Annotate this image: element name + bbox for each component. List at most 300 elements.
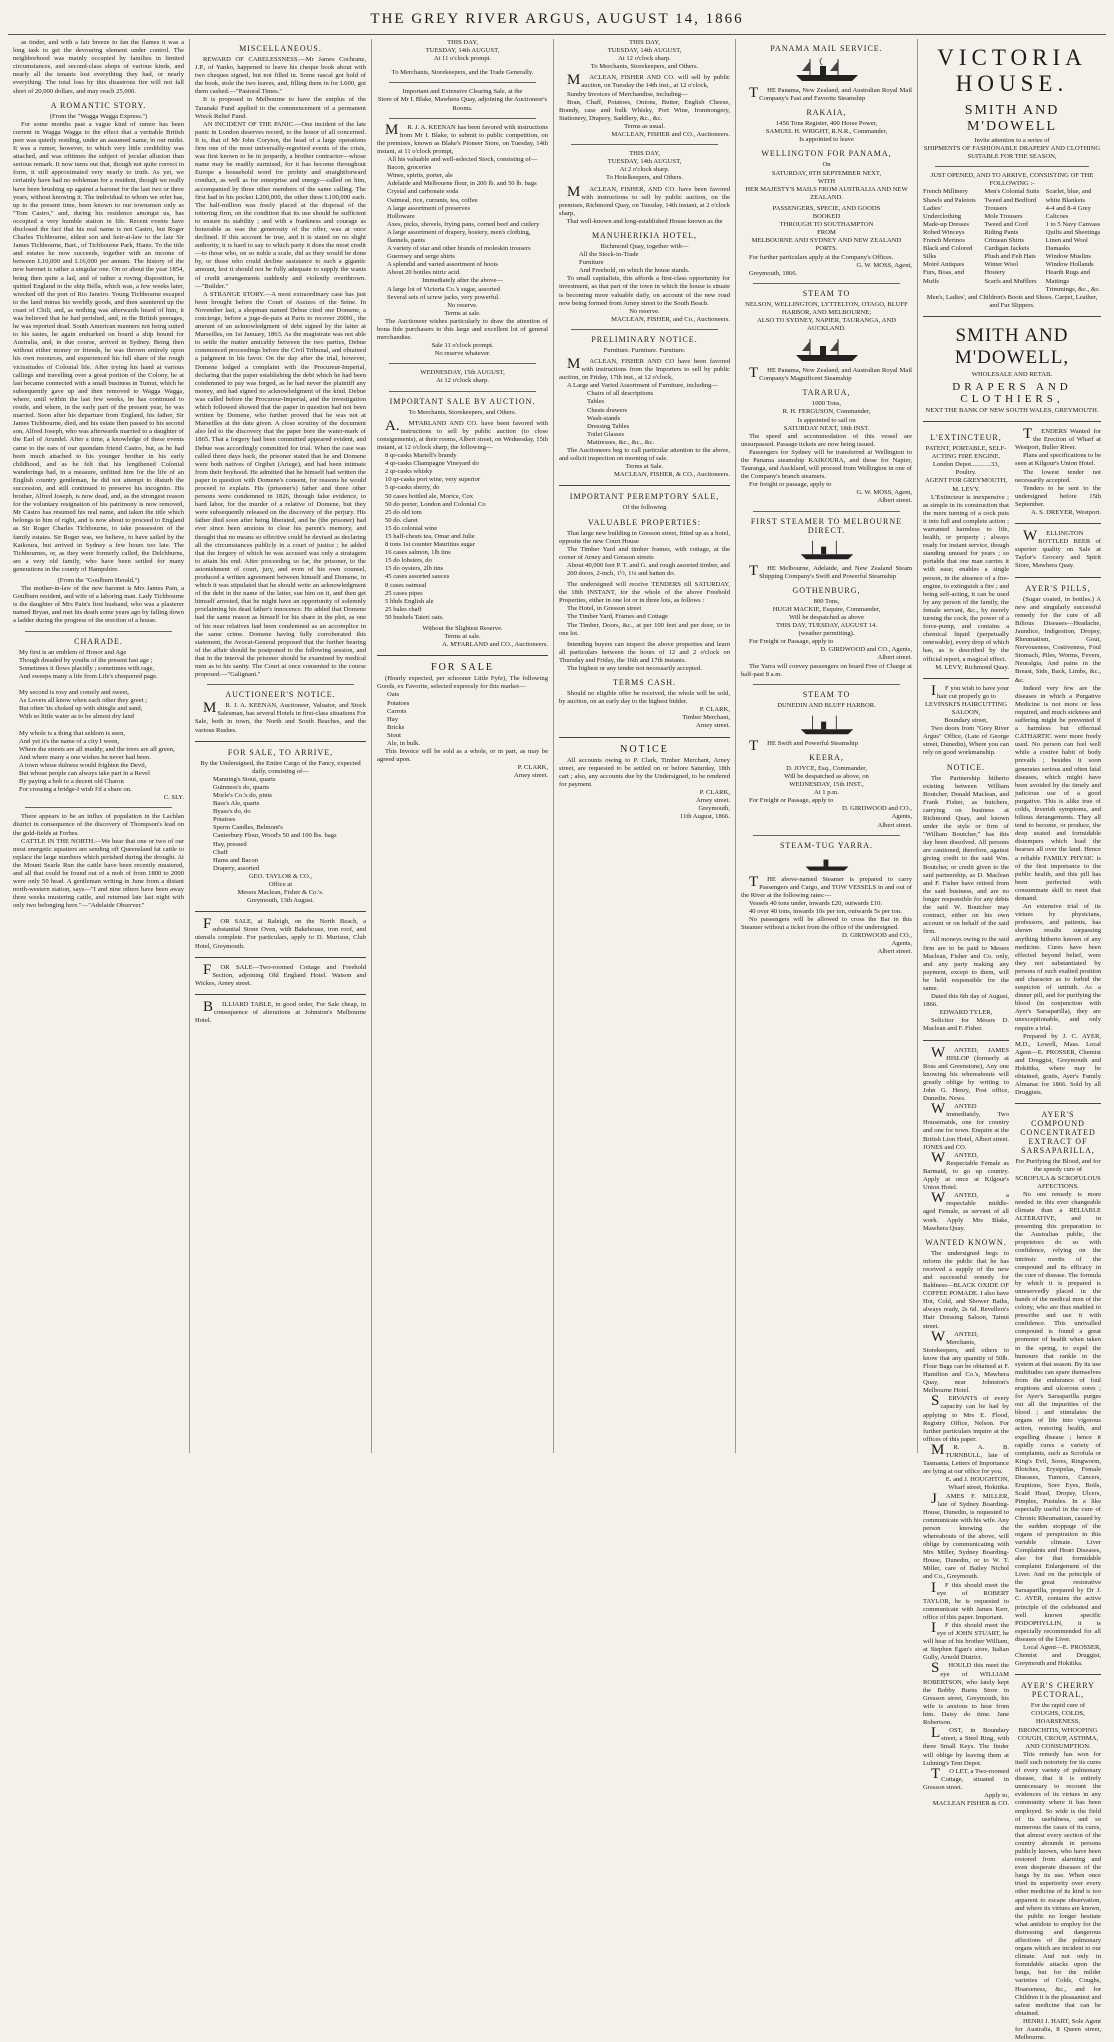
ad-title: STEAM-TUG YARRA. <box>779 840 874 850</box>
wanted-ad: WANTED, a respectable middle-aged Female, as servant of all work. Apply Mrs Blake, Mawhera Quay. <box>923 1190 1009 1232</box>
list-item: French Merinos <box>923 237 965 245</box>
ad-signature: A. M'FARLAND and CO., Auctioneers. <box>442 641 548 649</box>
signature-line: Arney street. <box>695 797 730 805</box>
ad-title: FOR SALE, TO ARRIVE, <box>227 747 334 757</box>
poem-line: My whole is a thing that seldom is seen, <box>19 729 126 737</box>
poem-line: My first is an emblem of Honor and Age <box>19 648 127 656</box>
ad-line: Is appointed to leave <box>799 136 854 144</box>
charade-signature: C. SLY. <box>163 794 184 802</box>
list-item: Hams and Bacon <box>213 856 259 864</box>
signature-line: GEO. TAYLOR & CO., <box>248 872 313 880</box>
ad-line: Without the Slightest Reserve. <box>422 625 503 632</box>
article-source: (From the "Wagga Wagga Express.") <box>49 112 148 120</box>
article-source: (From the "Goulburn Herald.") <box>57 577 140 584</box>
ad-line: Dated this 6th day of August, 1866. <box>923 993 1009 1009</box>
article-romantic-story <box>13 121 184 574</box>
ad-line: (weather permitting). <box>798 630 855 638</box>
poem-line: By paying a bob to a decent old Charon <box>19 778 124 786</box>
divider <box>195 957 366 958</box>
ad-body: Plans and specifications to be seen at Kilgour's Union Hotel. <box>1015 452 1102 468</box>
ad-line: 1000 Tons, <box>811 400 842 408</box>
list-item: Hay, pressed <box>213 840 247 848</box>
list-item: Robed Winceys <box>923 228 965 236</box>
poem-line: As Lovers all know when each other they greet ; <box>19 697 147 705</box>
divider <box>753 684 900 685</box>
divider <box>923 421 1101 422</box>
list-item: 25 bales chaff <box>385 605 422 613</box>
ad-signature: MACLEAN, FISHER, and Co., Auctioneers. <box>611 315 730 323</box>
list-item: Oatmeal, rice, currants, tea, coffee <box>387 196 478 204</box>
sale-list <box>559 251 730 275</box>
ad-body: FOR SALE, at Raleigh, on the North Beach, a substantial Stone Oven, with Bakehouse, iron roof, and utensils complete. For particulars, apply to D. Murison, Club Hotel, Greymouth. <box>195 916 366 950</box>
list-item: Made-up Dresses <box>923 220 969 228</box>
list-item: Furs, Boas, and Muffs <box>923 269 965 285</box>
tenders-and-ayer-ads <box>1015 428 1101 2042</box>
poem-line <box>13 681 184 689</box>
list-item: Axes, picks, shovels, frying pans, corned beef and cutlery <box>387 220 540 228</box>
date-line: TUESDAY, 14th AUGUST, <box>607 47 682 55</box>
list-item: 15 half-chests tea, Omar and Julie <box>385 532 475 540</box>
list-item: Window Muslins <box>1045 253 1092 261</box>
list-item: Byass's do, do <box>213 808 251 816</box>
ad-title: FOR SALE <box>431 662 494 674</box>
ad-line: AGENT FOR GREYMOUTH, <box>924 477 1008 485</box>
ad-signature: A. S. DREYER, Westport. <box>1031 509 1101 516</box>
list-item: Crystal and carbonate soda <box>387 188 459 196</box>
list-item: Tables <box>587 398 605 406</box>
ad-body: THE Panama, New Zealand, and Australian Royal Mail Company's Magnificent Steamship <box>749 365 912 383</box>
ad-line: Of the following <box>622 504 667 512</box>
list-item: Potatoes <box>213 816 236 824</box>
steam-tug-icon <box>741 854 912 872</box>
list-item: 200 doors, 2-inch, 1½, 1¼ and batten do. <box>567 569 676 577</box>
ad-pair <box>923 428 1101 2042</box>
ad-line: For Freight or Passage, apply to <box>749 638 834 646</box>
ad-line: MELBOURNE AND SYDNEY AND NEW ZEALAND PORTS. <box>751 237 902 253</box>
sale-date-header <box>559 39 730 63</box>
ad-line: FROM <box>817 229 836 237</box>
ad-signature: HENRI J. HART, Sole Agent for Australia, 8 Queen street, Melbourne. <box>1015 2017 1101 2042</box>
ad-signature <box>377 764 548 780</box>
list-item: Drapery, assorted <box>213 864 260 872</box>
list-item: 8 cases oatmeal <box>385 581 427 589</box>
poem-line: My second is rosy and comely and sweet, <box>19 689 129 697</box>
list-item: Chaff <box>213 848 228 856</box>
ad-body: The highest or any tender not necessarily accepted. <box>567 665 702 672</box>
list-item: Moiré Antiques <box>923 261 965 269</box>
ad-body: This remedy has won for itself such notoriety for its cures of every variety of pulmonary disease, that it is entirely unnecessary to recount the evidences of its virtues in any community where it has been employed. So wide is the field of its usefulness, and so numerous the cases of its cures, that almost every section of the country abounds in persons publicly known, who have been restored from alarming and even desperate diseases of the lungs by its use. When once tried its superiority over every other medicine of its kind is too apparent to escape observation, and where its virtues are known, the public no longer hesitate what antidote to employ for the distressing and dangerous affections of the pulmonary organs which are incident to our climate. And not only in formidable attacks upon the lungs, but for the milder varieties of Colds, Coughs, Hoarseness, &c., and for Children it is the pleasantest and safest medicine that can be obtained. <box>1015 1750 1101 2017</box>
article-paragraph: CATTLE IN THE NORTH.—We hear that one or two of our most energetic squatters are sending off Queensland fat cattle to replace the large numbers which perished during the drought. At the Mount Searle Run the cattle have been recently mustered, and all that could be found out of a mob of from 1800 to 2000 were only 50 head. A gentleman writing in June from a distant north-western station, says—"I and nine others have been away three weeks mustering cattle, and returned late last night with only two belonging here."—"Adelaide Observer." <box>13 837 184 910</box>
ad-line: No reserve. <box>629 307 660 315</box>
ad-line: D. JOYCE, Esq., Commander, <box>786 764 867 772</box>
ad-signature <box>741 805 912 829</box>
list-item: Scarfs and Mufflers <box>984 277 1037 285</box>
charade-poem <box>13 649 184 795</box>
list-item: 50 bushels Taieri oats. <box>385 613 444 621</box>
goods-col-ladies <box>923 188 978 293</box>
ad-line: Will be despatched as above <box>789 613 864 621</box>
signature-line: D. GIRDWOOD and CO., <box>842 932 912 940</box>
ad-body: To small capitalists, this affords a first-class opportunity for investment, as that part of the town in which the house is situate is becoming more valuable daily, on account of the new road now being formed from Arney street to the South Beach. <box>559 275 730 307</box>
ad-line: SATURDAY NEXT, 18th INST. <box>783 424 870 432</box>
poem-line: And sweeps many a life from Life's chequered page. <box>19 672 158 680</box>
ad-body: A.M'FARLAND AND CO. have been favored with instructions to sell by public auction (to close consignments), at their rooms, Albert street, on Wednesday, 15th instant, at 12 o'clock sharp, the following— <box>377 417 548 451</box>
ad-line: SCROFULA & SCROFULOUS AFFECTIONS. <box>1015 1174 1101 1190</box>
ad-body: An extensive trial of its virtues by physicians, professors, and patients, has shown results surpassing anything hitherto known of any medicine. Cures have been effected beyond belief, were they not substantiated by persons of such exalted position and character as to forbid the suspicion of untruth. As a dinner pill, and for purifying the blood (in conjunction with Ayer's Sarsaparilla), they are unexceptionable, and only require a trial. <box>1015 903 1101 1032</box>
list-item: Hearth Rugs and Mattings <box>1045 269 1090 285</box>
divider <box>923 678 1009 679</box>
list-item: The Timber Yard, Frames and Cottage <box>567 613 668 621</box>
ad-title: IMPORTANT SALE BY AUCTION. <box>389 396 536 406</box>
signature-line: Arney street. <box>513 772 548 780</box>
tow-rates <box>741 900 912 916</box>
ad-line: SHIPMENTS OF FASHIONABLE DRAPERY AND CLOTHING SUITABLE FOR THE SEASON, <box>923 145 1101 161</box>
news-items <box>13 813 184 910</box>
poem-line: But whose people can always take part in a Revel <box>19 769 150 777</box>
ad-line: Important and Extensive Clearing Sale, at the <box>402 88 523 96</box>
ad-signature: EDWARD TYLER, <box>939 1009 993 1017</box>
ad-title: AYER'S PILLS, <box>1025 583 1091 593</box>
poem-line <box>13 721 184 729</box>
poem-line: Though dreaded by youths of the present fast age ; <box>19 656 153 664</box>
notice-ad: TO LET, a Two-roomed Cottage, situated in Gresson street. <box>923 1765 1009 1791</box>
furniture-list <box>559 390 730 447</box>
divider <box>389 118 536 119</box>
ad-line: WEDNESDAY, 15th INST., <box>789 781 864 789</box>
divider <box>1015 577 1101 578</box>
ad-body: The Partnership hitherto existing between William Boutcher, Donald Maclean, and Frank Fisher, as butchers, carrying on business at Richmond Quay, and known under the style or firm of "William Boutcher," has this day been dissolved. All persons are cautioned, therefore, against giving credit to the said Wm. Boutcher, or credit given to the said partnership, as D. Maclean and F. Fisher have retired from the said business, and are no longer responsible for any debts the said W. Boutcher may contract, either on his own account or on behalf of the said firm. <box>923 774 1009 936</box>
list-item: A large lot of Victoria Co.'s sugar, assorted <box>387 285 500 293</box>
ad-line: JUST OPENED, AND TO ARRIVE, CONSISTING OF THE FOLLOWING :- <box>930 172 1094 188</box>
list-item: All the Stock-in-Trade <box>579 251 639 259</box>
rate-line: Vessels 40 tons under, inwards £20, outwards £10. <box>749 899 883 907</box>
list-item: Furniture <box>579 259 604 267</box>
ad-body: (Hourly expected, per schooner Little Fyfe), The following Goods, ex Favorite, selected expressly for this market— <box>377 675 548 691</box>
list-item: Morle's Co.'s do, pints <box>213 791 272 799</box>
list-item: 5 hhds English ale <box>385 597 434 605</box>
ad-line: Greymouth, 1866. <box>749 269 798 277</box>
list-item: 1 to 5 Navy Canvass <box>1045 220 1101 228</box>
poem-line: But often 'tis choked up with shingle and sand, <box>19 705 143 713</box>
list-item: Ale, in bulk. <box>387 740 420 748</box>
ad-body: MACLEAN, FISHER AND CO. will sell by public auction, on Tuesday the 14th inst., at 12 o'clock, <box>567 72 730 90</box>
list-item: About 40,000 feet P. T. and G. and rough assorted timber, and <box>567 561 730 569</box>
ad-body: By the Undersigned, the Entire Cargo of the Fancy, expected daily, consisting of— <box>200 759 361 775</box>
lot-list <box>559 605 730 637</box>
ad-signature <box>195 873 366 905</box>
list-item: The Timber Yard and timber frames, with cottage, at the corner of Arney and Gresson streets <box>559 545 730 561</box>
ad-body: THE Panama, New Zealand, and Australian Royal Mail Company's Fast and Favorite Steamship <box>749 85 912 103</box>
ad-line: 800 Tons, <box>813 597 840 605</box>
ad-line: ALSO TO SYDNEY, NAPIER, TAURANGA, AND AUCKLAND. <box>757 316 896 333</box>
ad-line: NELSON, WELLINGTON, LYTTELTON, OTAGO, BLUFF HARBOR, AND MELBOURNE; <box>745 300 908 316</box>
ad-line: COUGHS, COLDS, HOARSENESS, BRONCHITIS, WHOOPING COUGH, CROUP, ASTHMA, AND CONSUMPTION. <box>1017 1710 1099 1750</box>
ad-subtitle: TERMS CASH. <box>612 678 676 688</box>
victoria-house-title: VICTORIA HOUSE. <box>937 45 1087 96</box>
divider <box>377 655 548 656</box>
list-item: Window Hollands <box>1045 261 1094 269</box>
divider <box>923 1040 1009 1041</box>
list-item: Trimmings, &c., &c. <box>1045 285 1101 293</box>
stock-list <box>377 286 548 302</box>
divider <box>389 363 536 364</box>
list-item: Quilts and Sheetings <box>1045 228 1101 236</box>
notice-ad: LOST, in Boundary street, a Steel Ring, with three Small Keys. The finder will oblige by leaving them at Luhning's Tent Depot. <box>923 1725 1009 1767</box>
ad-line: NEXT THE BANK OF NEW SOUTH WALES, GREYMOUTH. <box>925 406 1099 414</box>
date-line: At 2 o'clock sharp. <box>619 166 670 174</box>
ad-body: Bran, Chaff, Potatoes, Onions, Butter, English Cheese, Brandy, case and bulk Whisky, Port Wine, Ironmongery, Stationery, Drapery, Saddlery, &c., &c. <box>559 98 730 122</box>
charade-title: CHARADE. <box>74 636 123 646</box>
signature-line: Messrs Maclean, Fisher & Co.'s. <box>237 889 324 897</box>
ad-line: BOOKED <box>812 213 841 221</box>
goods-table <box>923 188 1101 293</box>
ad-body: The undersigned begs to inform the public that he has received a supply of the new and successful remedy for Baldness—BLACK OXIDE OF COFFEE POMADE. I also have Hot, Cold, and Shower Baths, always ready, 2s 6d. Revellers's Hair Dressing Saloon, Tainui street. <box>923 1249 1009 1330</box>
list-item: 4 qr-casks Champagne Vineyard do <box>385 460 479 468</box>
list-item: Manning's Stout, quarts <box>213 775 276 783</box>
ad-line: Terms at sale. <box>444 309 481 317</box>
ad-line: PATENT, PORTABLE, SELF-ACTING FIRE ENGINE. <box>925 445 1007 461</box>
ad-body: The lowest tender not necessarily accepted. <box>1015 468 1101 484</box>
list-item: Wines, spirits, porter, ale <box>387 172 453 180</box>
date-line: THIS DAY, <box>447 39 478 46</box>
ad-line: Terms at sale. <box>444 633 481 641</box>
list-item: Mattresses, &c., &c., &c. <box>587 438 655 446</box>
ad-line: To Hotelkeepers, and Others. <box>606 174 683 182</box>
ad-title: WANTED KNOWN. <box>925 1237 1007 1247</box>
ad-title: STEAM TO <box>802 689 851 699</box>
ad-title: FIRST STEAMER TO MELBOURNE DIRECT. <box>750 516 903 535</box>
ad-body: FOR SALE—Two-roomed Cottage and Freehold Section, adjoining Old England Hotel. Watson and Wickes, Arney street. <box>195 961 366 987</box>
date-line: TUESDAY, 14th AUGUST, <box>425 47 500 55</box>
stock-list <box>377 164 548 277</box>
ad-title: NOTICE. <box>946 762 986 772</box>
list-item: Bacon, groceries <box>387 164 432 172</box>
list-item: Plush and Felt Hats <box>984 253 1036 261</box>
ad-line: To Merchants, Storekeepers, and the Trade Generally. <box>391 69 534 77</box>
goods-col-men <box>984 188 1039 293</box>
list-item: A large assortment of drapery, hosiery, men's clothing, flannels, pants <box>387 228 531 244</box>
list-item: 25 do old tom <box>385 508 422 516</box>
article-paragraph: The mother-in-law of the new baronet is Mrs James Pain, a Goulburn resident, and wife of a laboring man. Lady Tichbourne is the daughter of Mrs Pain's first husband, who was a plasterer named Bryan, and met his death some years ago by falling down a ladder during the progress of the erection of a house. <box>13 585 184 625</box>
ad-line: WHOLESALE AND RETAIL <box>971 370 1053 378</box>
firm-name: SMITH AND M'DOWELL <box>964 103 1060 134</box>
ad-body: L'Extincteur is inexpensive ; as simple in its construction that the mere turning of a cock puts it into full and complete action ; warranted harmless to life, health, or property ; always ready for instant service, though standing unused for years ; so portable that one man carries it with ease; enables a single person, in the absence of a fire-engine, to extinguish a fire ; and being self-acting, it can be used by any person of the family, the female servant, &c., by merely turning the cock, the power of a force-pump, and contains a chemical liquid (perpetually renewable), every drop of which has, as is described by the official report, a magical effect. <box>923 493 1009 663</box>
ad-signature: MACLEAN, FISHER, & CO., Auctioneers. <box>614 471 730 479</box>
article-fire <box>13 39 184 96</box>
list-item: A splendid and varied assortment of boots <box>387 261 498 269</box>
ad-body: MACLEAN, FISHER, AND CO. have been favored with instructions to sell by public auction, on the premises, Richmond Quay, on Tuesday, 14th instant, at 2 o'clock sharp, <box>559 183 730 217</box>
ad-title: IMPORTANT PEREMPTORY SALE, <box>569 492 720 502</box>
wanted-ad: SERVANTS of every capacity can be had by applying to Mrs E. Flood, Registry Office, Nelson. For further particulars inquire at the offices of this paper. <box>923 1393 1009 1443</box>
wanted-ad: WANTED, Merchants, Storekeepers, and others to know that any quantity of 50lb. Flour Bags can be obtained at F. Hamilton and Co.'s, Mawhera Quay, near Johnston's Melbourne Hotel. <box>923 1328 1009 1395</box>
list-item: 50 do porter, London and Colonial Co <box>385 500 486 508</box>
wanted-ad: WANTED, JAMES HISLOP (formerly at Ross and Greenstone), Any one knowing his whereabouts will greatly oblige by writing to John G. Henry, Post office, Dunedin. News. <box>923 1044 1009 1103</box>
ship-name: KEERA, <box>809 752 844 762</box>
sale-date-header <box>377 39 548 63</box>
ad-body: For further particulars apply at the Company's Offices. <box>749 253 894 261</box>
column-3 <box>372 39 554 1453</box>
poem-line: Where the streets are all muddy, and the trees are all green, <box>19 745 175 753</box>
list-item: A variety of star and other brands of moleskin trousers <box>387 245 531 253</box>
list-item: And Freehold, on which the house stands. <box>579 267 690 275</box>
divider <box>195 741 366 742</box>
goods-list <box>377 691 548 748</box>
signature-line: E. and J. HOUGHTON, <box>945 1476 1009 1484</box>
column-6 <box>918 39 1106 2042</box>
signature-line: Greymouth, 13th August. <box>246 897 315 905</box>
poem-line: For crossing a bridge-I wish I'd a share on. <box>19 786 132 794</box>
ad-line: Furniture. Furniture. Furniture. <box>603 346 686 354</box>
ad-signature <box>559 789 730 821</box>
divider <box>195 994 366 995</box>
signature-line: P. CLARK, <box>517 764 548 772</box>
list-item: Hay <box>387 715 398 723</box>
divider <box>559 737 730 738</box>
ad-line: London Depot............33, Poultry. <box>932 461 1000 477</box>
masthead <box>8 4 1106 35</box>
list-item: Mole Trousers <box>984 212 1023 220</box>
notice-ad: IF this should meet the eye of ROBERT TAYLOR, he is requested to communicate with James Kerr, office of this paper. Important. <box>923 1579 1009 1621</box>
divider <box>559 485 730 486</box>
ad-body: This Invoice will be sold as a whole, or in part, as may be agreed upon. <box>377 748 548 764</box>
signature-line: MACLEAN FISHER & CO. <box>932 1800 1009 1808</box>
ad-body: The undersigned will receive TENDERS till SATURDAY, the 18th INSTANT, for the whole of the above Freehold Properties, either in one lot or in three lots, as follows : <box>559 581 730 605</box>
ad-signature: MACLEAN, FISHER and CO., Auctioneers. <box>611 131 730 139</box>
ad-line: Solicitor for Messrs D. Maclean and F. Fisher. <box>923 1017 1009 1033</box>
ad-line: To Merchants, Storekeepers, and Others. <box>590 63 699 71</box>
list-item: Guinness's do, quarts <box>213 783 269 791</box>
ad-title: AYER'S CHERRY PECTORAL, <box>1021 1681 1095 1700</box>
ad-line: Terms at Sale. <box>625 463 664 471</box>
ad-line: For the rapid cure of <box>1030 1702 1086 1710</box>
ad-line: SAMUEL H. WRIGHT, R.N.R., Commander, <box>765 128 888 136</box>
consignment-list <box>377 452 548 622</box>
ad-line: Store of Mr I. Blake, Mawhera Quay, adjoining the Auctioneer's Rooms. <box>377 96 548 112</box>
list-item: Holloware <box>387 212 415 220</box>
poem-line: A town whose dulness would frighten the Devil, <box>19 761 147 769</box>
date-line: At 12 o'clock sharp. <box>618 55 671 63</box>
date-line: At 12 o'clock sharp. <box>436 377 489 385</box>
signature-line: Office at <box>268 881 293 888</box>
list-item: Bass's Ale, quarts <box>213 800 260 808</box>
ad-line: For freight or passage, apply to <box>749 481 832 489</box>
ad-body: The speed and accommodation of this vessel are unsurpassed. Passage tickets are now being issued. <box>741 432 912 448</box>
list-item: 15 do colonial wine <box>385 524 438 532</box>
ad-line: SATURDAY, 8TH SEPTEMBER NEXT, <box>771 169 882 177</box>
divider <box>935 166 1089 167</box>
ad-body: BILLIARD TABLE, in good order, For Sale cheap, in consequence of alterations at Johnston's Melbourne Hotel. <box>195 998 366 1025</box>
ad-body: No passengers will be allowed to cross the Bar in this Steamer without a ticket from the office of the undersigned. <box>741 916 912 932</box>
date-line: THIS DAY, <box>629 150 660 158</box>
ad-line: THROUGH TO SOUTHAMPTON <box>779 221 874 229</box>
ad-body: WELLINGTON BOTTLED BEER of superior quality on Sale at Taylor's Grocery and Spirit Store, Mawhera Quay. <box>1015 528 1101 570</box>
list-item: Stout <box>387 731 401 739</box>
divider <box>25 807 172 808</box>
list-item: 45 cases assorted sauces <box>385 573 450 581</box>
list-item: 8 qr-casks Martell's brandy <box>385 452 457 460</box>
steamship-icon <box>741 337 912 363</box>
ad-body: All accounts owing to P. Clark, Timber Merchant, Arney street, are requested to be settled on or before Saturday, 18th cart ; also, any accounts due by the Undersigned, to be rendered for payment. <box>559 756 730 788</box>
steamship-icon <box>741 57 912 83</box>
list-item: 5 qr-casks sherry, do <box>385 484 440 492</box>
ad-title: NOTICE <box>620 743 669 755</box>
date-line: THIS DAY, <box>629 39 660 46</box>
ad-body: MR. J. A. KEENAN has been favored with instructions from Mr I. Blake, to submit to public competition, on the premises, known as Blake's Pioneer Store, on Tuesday, 14th instant, at 11 o'clock prompt, <box>377 121 548 155</box>
ad-line: PASSENGERS, SPECIE, AND GOODS <box>772 204 881 212</box>
article-paragraph: It is proposed in Melbourne to have the surplus of the Taranaki Fund applied to the commencement of a permanent Wreck Relief Fund. <box>195 96 366 120</box>
extincteur-ad <box>923 428 1009 2042</box>
goods-col-household <box>1046 188 1101 293</box>
ad-body: Passengers for Sydney will be transferred at Wellington to the Panama steamship KAIKOURA, and those for Napier, Tauranga, and Auckland, will proceed from Wellington in one of the Company's branch steamers. <box>741 448 912 481</box>
ad-title: L'EXTINCTEUR, <box>930 433 1002 443</box>
list-item: 15 do oysters, 2lb tins <box>385 565 444 573</box>
list-item: 16 cases salmon, 1lb tins <box>385 549 451 557</box>
list-item: 2 qr-casks whisky <box>385 468 433 476</box>
article-title: A ROMANTIC STORY. <box>50 100 147 110</box>
ad-line: Is appointed to sail on <box>797 416 856 424</box>
ad-body: No one remedy is more needed in this ever changeable climate than a RELIABLE ALTERATIVE, and in presenting this preparation to the Australian public, the proprietors do so with confidence, relying on the intrinsic merits of the compound and its efficacy in the cure of disease. The formula by which it is prepared is unreservedly placed in the hands of the medical men of the colony, who are thus enabled to prescribe and use it with confidence. This unrivalled compound is found a great promoter of health when taken in the spring, to expel the humours that rankle in the system at that season. By its use multitudes can spare themselves from the endurance of foul eruptions and ulcerous sores ; for Ayer's Sarsaparilla purges out all the impurities of the blood ; and stimulates the organs of life into vigorous action, restoring health, and expelling disease ; hence it rapidly cures a variety of complaints, such as Scrofula or King's Evil, Sores, Ringworm, Blotches, Erysipelas, Female Diseases, Tumors, Cancers, Eruptions, Sore Eyes, Boils, Scald Head, Dropsy, Ulcers, Pimples, Pustules. In a like especially useful in the cure of Chronic Rheumatism, caused by the sudden stoppage of the organs of perspiration in this variable climate. Liver Complaints and Heart Diseases, also for that formidable complaint Enlargement of the Liver. And on the principle of the great restorative Sarsaparilla, prepared by Dr J. C. AYER, contains the active principle of the celebrated and well known specific PODOPHYLLIN, it is especially recommended for all diseases of the Liver. <box>1015 1190 1101 1643</box>
ad-line: Sale 11 o'clock prompt. <box>431 342 494 350</box>
ad-title: AUCTIONEER'S NOTICE. <box>225 690 336 700</box>
ad-line: 1456 Tons Register, 400 Horse Power, <box>775 120 878 128</box>
ad-line: M. LEVY. <box>952 485 980 493</box>
date-line: At 11 o'clock prompt. <box>433 55 492 63</box>
ad-line: For Freight or Passage, apply to <box>749 797 834 805</box>
ad-line: No reserve. <box>447 301 478 309</box>
ad-body: THE above-named Steamer is prepared to carry Passengers and Cargo, and TOW VESSELS in and out of the River at the following rates:— <box>741 873 912 899</box>
ad-body: Two doors from "Grey River Argus" Office, (Late of George street, Dunedin), Where you can rely on good workmanship. <box>923 725 1009 757</box>
sale-date-header <box>377 369 548 385</box>
divider <box>1015 523 1101 524</box>
ad-signature: G. W. MOSS, Agent, <box>856 261 912 269</box>
notice-ad: IF this should meet the eye of JOHN STUART, he will hear of his brother William, at Stephen Egan's store, Italian Gully, Arnold District. <box>923 1620 1009 1662</box>
list-item: Tweed and Bedford Trousers <box>984 196 1037 212</box>
list-item: Potatoes <box>387 699 410 707</box>
ad-line: That well-known and long-established House known as the <box>566 217 723 225</box>
divider <box>753 835 900 836</box>
ad-body: Tenders to be sent to the undersigned before 15th September. <box>1015 484 1101 508</box>
signature-line: P. CLARK, <box>699 706 730 714</box>
ad-title: STEAM TO <box>802 288 851 298</box>
list-item: 15 do lobsters, do <box>385 557 432 565</box>
signature-line: G. W. MOSS, Agent, <box>856 489 912 497</box>
divider <box>571 329 718 330</box>
list-item: 4-4 and 8-4 Grey Calicoes <box>1045 204 1091 220</box>
list-item: Chests drawers <box>587 406 628 414</box>
signature-line: Albert street. <box>877 497 912 505</box>
ad-line: Albert street. <box>877 654 912 662</box>
notice-ad: MR. A. B. TURNBULL, late of Tasmania, Letters of Importance are lying at our office for you. <box>923 1441 1009 1476</box>
divider <box>753 283 900 284</box>
ad-line: All his valuable and well-selected Stock, consisting of— <box>387 156 538 164</box>
ad-line: HER MAJESTY'S MAILS FROM AUSTRALIA AND NEW ZEALAND. <box>745 185 908 201</box>
firm-name-large: SMITH AND M'DOWELL, <box>954 324 1070 368</box>
list-item: Sperm Candles, Belmont's <box>213 824 283 832</box>
list-item: Dressing Tables <box>587 422 630 430</box>
ad-line: Richmond Quay, together with— <box>600 242 689 250</box>
ad-line: Terms as usual. <box>624 122 665 130</box>
ad-body: The Auctioneer wishes particularly to draw the attention of bona fide purchasers to this large and excellent lot of general merchandise. <box>377 317 548 342</box>
ad-line: No reserve whatever. <box>434 350 491 358</box>
cargo-list <box>195 776 366 873</box>
signature-line: Timber Merchant, <box>682 714 730 722</box>
rate-line: 40 over 40 tons, inwards 10s per ton, outwards 5s per ton. <box>749 908 902 915</box>
ad-signature <box>923 1792 1009 1808</box>
list-item: Linen and Wool Damasks <box>1045 237 1088 253</box>
list-item: The Timber, Doors, &c., at per 100 feet and per door, or in one lot. <box>559 621 730 637</box>
ad-body: THE Swift and Powerful Steamship <box>749 737 859 754</box>
list-item: That large new building in Gresson street, fitted up as a hotel, opposite the new Court House <box>559 529 730 545</box>
